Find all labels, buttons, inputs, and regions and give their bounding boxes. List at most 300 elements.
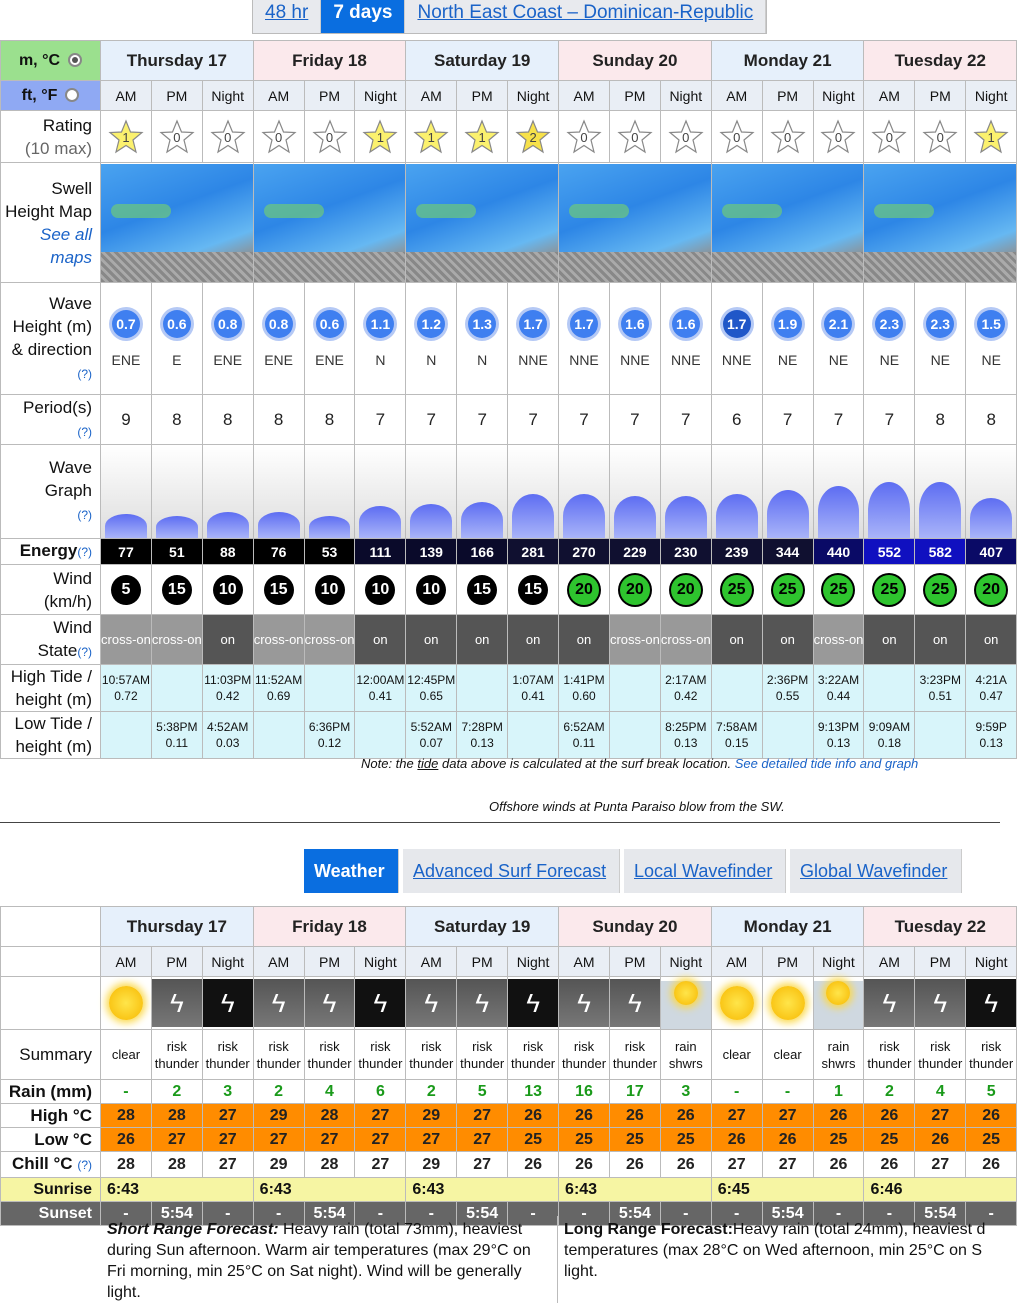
lightning-icon: ϟ — [526, 988, 540, 1018]
high-value: 29 — [253, 1104, 304, 1128]
energy-value: 139 — [406, 539, 457, 565]
lightning-icon: ϟ — [169, 988, 184, 1018]
period-header: Night — [508, 81, 559, 111]
low-title: Low °C — [34, 1130, 92, 1149]
period-value: 8 — [202, 395, 253, 445]
help-link[interactable]: (?) — [77, 1158, 92, 1172]
wave-cell — [864, 283, 915, 395]
wind-arrow-icon: 15 — [264, 575, 294, 605]
swell-map-image[interactable] — [406, 164, 558, 282]
period-header: AM — [711, 81, 762, 111]
unit-metric-label: m, °C — [18, 51, 61, 69]
lightning-icon: ϟ — [424, 988, 439, 1018]
wave-cell — [915, 283, 966, 395]
swell-map-cell[interactable] — [559, 163, 712, 283]
star-icon — [312, 119, 348, 155]
swell-map-image[interactable] — [712, 164, 864, 282]
wave-graph-cell — [864, 445, 915, 539]
wave-direction: NNE — [569, 351, 599, 368]
weather-icon-cell — [762, 977, 813, 1030]
rain-value: 2 — [253, 1080, 304, 1104]
star-icon — [362, 119, 398, 155]
wave-direction: N — [477, 351, 488, 368]
tab-48hr[interactable]: 48 hr — [253, 0, 321, 33]
wind-cell — [915, 565, 966, 615]
tab-global-wavefinder[interactable]: Global Wavefinder — [790, 849, 962, 893]
tab-7days[interactable]: 7 days — [321, 0, 405, 33]
summary-value: risk thunder — [559, 1030, 610, 1080]
low-value: 27 — [253, 1128, 304, 1152]
rating-cell — [966, 111, 1017, 163]
wave-direction: NNE — [671, 351, 701, 368]
divider — [0, 822, 1000, 823]
period-value: 7 — [406, 395, 457, 445]
wave-graph-cell — [508, 445, 559, 539]
unit-imperial[interactable] — [1, 81, 101, 111]
wave-shape — [818, 486, 860, 538]
unit-metric-radio[interactable] — [68, 53, 82, 67]
sunrise-value: 6:43 — [559, 1178, 712, 1202]
high-tide-time: 10:57AM — [101, 673, 150, 687]
wave-height-title: Wave Height (m) & direction — [11, 293, 92, 359]
high-tide-time: 1:07AM — [512, 673, 554, 687]
day-header: Saturday 19 — [406, 41, 559, 81]
rating-value: 0 — [834, 129, 843, 145]
low-tide-cell — [559, 712, 610, 759]
period-header: AM — [406, 947, 457, 977]
sunrise-title: Sunrise — [33, 1181, 92, 1198]
thunder-icon — [966, 979, 1016, 1027]
wind-state-label — [1, 615, 101, 665]
wind-arrow-icon: 15 — [162, 575, 192, 605]
period-header: Night — [660, 81, 711, 111]
wave-graph-bar — [305, 446, 355, 538]
low-tide-cell — [101, 712, 152, 759]
wind-arrow-icon: 25 — [925, 575, 955, 605]
rating-cell — [609, 111, 660, 163]
wind-cell — [559, 565, 610, 615]
period-header: AM — [253, 947, 304, 977]
high-tide-cell — [304, 665, 355, 712]
sunrise-value: 6:43 — [253, 1178, 406, 1202]
chill-value: 26 — [508, 1152, 559, 1178]
rain-value: 1 — [813, 1080, 864, 1104]
swell-map-cell[interactable] — [864, 163, 1017, 283]
high-value: 26 — [508, 1104, 559, 1128]
period-value: 7 — [813, 395, 864, 445]
rating-cell — [711, 111, 762, 163]
low-value: 25 — [559, 1128, 610, 1152]
weather-icon-cell — [915, 977, 966, 1030]
wave-direction-arrow-icon: 1.9 — [774, 310, 802, 338]
wave-direction: N — [426, 351, 437, 368]
rain-value: 4 — [304, 1080, 355, 1104]
unit-imperial-radio[interactable] — [65, 88, 79, 102]
rating-value: 1 — [122, 129, 130, 145]
unit-metric[interactable] — [1, 41, 101, 81]
sunset-value: 5:54 — [762, 1202, 813, 1226]
high-tide-cell — [915, 665, 966, 712]
summary-value: risk thunder — [253, 1030, 304, 1080]
rating-cell — [406, 111, 457, 163]
wind-arrow-icon: 15 — [467, 575, 497, 605]
summary-value: risk thunder — [304, 1030, 355, 1080]
period-value: 7 — [457, 395, 508, 445]
wave-direction: N — [375, 351, 386, 368]
swell-map-cell[interactable] — [101, 163, 254, 283]
summary-value: risk thunder — [609, 1030, 660, 1080]
wave-direction-arrow-icon: 2.3 — [875, 310, 903, 338]
help-link[interactable]: (?) — [77, 644, 92, 659]
chill-value: 26 — [660, 1152, 711, 1178]
high-tide-cell — [202, 665, 253, 712]
rain-value: 3 — [660, 1080, 711, 1104]
low-tide-height: 0.13 — [470, 736, 494, 750]
wave-cell — [151, 283, 202, 395]
sun-icon — [109, 986, 143, 1020]
wave-graph-bar — [101, 446, 151, 538]
rating-cell — [101, 111, 152, 163]
tab-weather[interactable]: Weather — [304, 849, 399, 893]
day-header: Friday 18 — [253, 41, 406, 81]
wave-direction-arrow-icon: 1.7 — [519, 310, 547, 338]
wave-graph-cell — [151, 445, 202, 539]
tab-advanced-surf[interactable]: Advanced Surf Forecast — [403, 849, 620, 893]
help-link[interactable]: (?) — [77, 424, 92, 439]
star-icon — [617, 119, 653, 155]
weather-icon-cell — [406, 977, 457, 1030]
star-icon — [464, 119, 500, 155]
low-tide-cell — [660, 712, 711, 759]
star-icon — [719, 119, 755, 155]
tide-note — [361, 756, 918, 771]
high-tide-cell — [457, 665, 508, 712]
rating-value: 0 — [733, 129, 741, 145]
star-icon — [108, 119, 144, 155]
wind-arrow-icon: 20 — [569, 575, 599, 605]
wave-graph-cell — [813, 445, 864, 539]
wind-cell — [660, 565, 711, 615]
weather-icon-cell — [304, 977, 355, 1030]
rating-cell — [355, 111, 406, 163]
weather-icon-cell — [253, 977, 304, 1030]
unit-imperial-label: ft, °F — [21, 86, 58, 104]
wind-state-value: on — [202, 615, 253, 665]
sunset-value: - — [813, 1202, 864, 1226]
low-tide-cell — [915, 712, 966, 759]
wind-state-value: cross-on — [101, 615, 152, 665]
see-all-maps-link[interactable]: See all maps — [40, 224, 92, 267]
swell-map-image[interactable] — [864, 164, 1016, 282]
wave-graph-cell — [355, 445, 406, 539]
energy-value: 270 — [559, 539, 610, 565]
wind-cell — [864, 565, 915, 615]
wave-shape — [512, 494, 554, 538]
swell-map-image[interactable] — [101, 164, 253, 282]
low-value: 25 — [966, 1128, 1017, 1152]
lightning-icon: ϟ — [882, 988, 897, 1018]
wave-shape — [207, 512, 249, 538]
wind-arrow-icon: 10 — [315, 575, 345, 605]
weather-icon-cell — [508, 977, 559, 1030]
period-header: AM — [711, 947, 762, 977]
swell-map-cell[interactable] — [253, 163, 406, 283]
low-tide-cell — [711, 712, 762, 759]
high-value: 27 — [202, 1104, 253, 1128]
rating-cell — [762, 111, 813, 163]
summary-value: risk thunder — [202, 1030, 253, 1080]
high-tide-cell — [406, 665, 457, 712]
wave-graph-bar — [610, 446, 660, 538]
wave-graph-bar — [152, 446, 202, 538]
sunset-value: - — [101, 1202, 152, 1226]
high-tide-cell — [253, 665, 304, 712]
wave-cell — [762, 283, 813, 395]
wave-shape — [614, 496, 656, 538]
period-value: 7 — [508, 395, 559, 445]
rain-value: 2 — [864, 1080, 915, 1104]
rain-showers-icon — [661, 981, 711, 1029]
wave-direction: NE — [777, 351, 798, 368]
swell-map-image[interactable] — [559, 164, 711, 282]
wind-state-value: on — [915, 615, 966, 665]
wave-graph-bar — [355, 446, 405, 538]
wave-graph-cell — [457, 445, 508, 539]
chill-value: 26 — [609, 1152, 660, 1178]
period-header: AM — [559, 947, 610, 977]
wave-graph-cell — [202, 445, 253, 539]
wind-cell — [711, 565, 762, 615]
sunrise-value: 6:46 — [864, 1178, 1017, 1202]
high-value: 27 — [355, 1104, 406, 1128]
wind-arrow-icon: 10 — [365, 575, 395, 605]
chill-value: 26 — [966, 1152, 1017, 1178]
wave-graph-bar — [763, 446, 813, 538]
low-tide-cell — [508, 712, 559, 759]
low-tide-time: 6:52AM — [563, 720, 605, 734]
low-value: 25 — [864, 1128, 915, 1152]
long-range-title: Long Range Forecast: — [564, 1221, 733, 1238]
energy-value: 166 — [457, 539, 508, 565]
help-link[interactable]: (?) — [77, 366, 92, 381]
lightning-icon: ϟ — [628, 988, 642, 1018]
wave-direction-arrow-icon: 0.7 — [112, 310, 140, 338]
wind-state-value: on — [559, 615, 610, 665]
star-icon — [770, 119, 806, 155]
day-header: Saturday 19 — [406, 907, 559, 947]
low-tide-time: 9:09AM — [868, 720, 911, 734]
chill-value: 27 — [711, 1152, 762, 1178]
wind-state-value: cross-on — [253, 615, 304, 665]
wave-height-label — [1, 283, 101, 395]
blank-cell — [1, 947, 101, 977]
day-header: Thursday 17 — [101, 907, 254, 947]
low-tide-height: 0.12 — [317, 736, 342, 750]
rating-label — [1, 111, 101, 163]
low-value: 26 — [762, 1128, 813, 1152]
detailed-tide-link[interactable]: See detailed tide info and graph — [734, 756, 919, 771]
high-value: 28 — [304, 1104, 355, 1128]
wave-direction-arrow-icon: 1.5 — [977, 310, 1005, 338]
weather-icon-cell — [966, 977, 1017, 1030]
day-header: Tuesday 22 — [864, 41, 1017, 81]
energy-value: 77 — [101, 539, 152, 565]
help-link[interactable]: (?) — [77, 545, 92, 559]
weather-icon-cell — [864, 977, 915, 1030]
short-range-title: Short Range Forecast: — [107, 1221, 279, 1238]
summary-value: clear — [762, 1030, 813, 1080]
energy-value: 111 — [355, 539, 406, 565]
help-link[interactable]: (?) — [77, 508, 92, 522]
sunset-value: 5:54 — [151, 1202, 202, 1226]
high-value: 26 — [559, 1104, 610, 1128]
day-header: Sunday 20 — [559, 41, 712, 81]
low-tide-cell — [355, 712, 406, 759]
wave-graph-title: Wave Graph — [44, 458, 92, 500]
star-icon — [668, 119, 704, 155]
high-tide-cell — [559, 665, 610, 712]
lightning-icon: ϟ — [322, 988, 337, 1018]
wave-graph-bar — [864, 446, 914, 538]
sunset-value: - — [406, 1202, 457, 1226]
wave-direction-arrow-icon: 1.7 — [570, 310, 598, 338]
high-tide-cell — [609, 665, 660, 712]
weather-icon-cell — [609, 977, 660, 1030]
period-value: 6 — [711, 395, 762, 445]
tab-local-wavefinder[interactable]: Local Wavefinder — [624, 849, 786, 893]
day-header: Tuesday 22 — [864, 907, 1017, 947]
day-header: Monday 21 — [711, 41, 864, 81]
rating-cell — [864, 111, 915, 163]
high-value: 27 — [711, 1104, 762, 1128]
thunder-icon — [915, 979, 965, 1027]
rain-value: 3 — [202, 1080, 253, 1104]
period-value: 7 — [762, 395, 813, 445]
wave-graph-cell — [101, 445, 152, 539]
summary-value: rain shwrs — [813, 1030, 864, 1080]
period-header: PM — [151, 81, 202, 111]
period-header: Night — [966, 81, 1017, 111]
high-tide-cell — [355, 665, 406, 712]
energy-value: 239 — [711, 539, 762, 565]
swell-map-title: Swell Height Map — [5, 178, 92, 221]
wave-graph-bar — [814, 446, 864, 538]
chill-value: 28 — [304, 1152, 355, 1178]
high-tide-cell — [151, 665, 202, 712]
high-tide-cell — [101, 665, 152, 712]
rain-value: 17 — [609, 1080, 660, 1104]
summary-value: rain shwrs — [660, 1030, 711, 1080]
high-tide-height: 0.47 — [979, 689, 1003, 703]
sunset-value: - — [660, 1202, 711, 1226]
energy-value: 344 — [762, 539, 813, 565]
period-header: AM — [253, 81, 304, 111]
wind-cell — [355, 565, 406, 615]
chill-value: 26 — [813, 1152, 864, 1178]
wave-graph-bar — [712, 446, 762, 538]
high-value: 26 — [813, 1104, 864, 1128]
wind-cell — [202, 565, 253, 615]
high-value: 26 — [966, 1104, 1017, 1128]
wave-direction: NE — [930, 351, 951, 368]
tide-link[interactable]: tide — [417, 756, 439, 771]
period-header: PM — [151, 947, 202, 977]
energy-value: 88 — [202, 539, 253, 565]
sunrise-label — [1, 1178, 101, 1202]
location-link[interactable]: North East Coast – Dominican-Republic — [405, 0, 766, 33]
tide-note-text-2: data above is calculated at the surf break location. — [441, 756, 732, 771]
high-tide-height: 0.55 — [775, 689, 800, 703]
moon-icon — [826, 981, 850, 1005]
offshore-note: Offshore winds at Punta Paraiso blow from the SW. — [489, 799, 785, 814]
summary-value: risk thunder — [864, 1030, 915, 1080]
swell-map-cell[interactable] — [711, 163, 864, 283]
sunset-value: 5:54 — [609, 1202, 660, 1226]
day-header: Friday 18 — [253, 907, 406, 947]
wind-state-title: Wind State — [37, 617, 92, 660]
swell-map-cell[interactable] — [406, 163, 559, 283]
high-tide-time: 2:36PM — [766, 673, 809, 687]
wave-graph-cell — [609, 445, 660, 539]
period-value: 7 — [559, 395, 610, 445]
chill-value: 27 — [762, 1152, 813, 1178]
high-tide-time: 3:22AM — [817, 673, 860, 687]
star-icon — [820, 119, 856, 155]
low-tide-time: 6:36PM — [308, 720, 351, 734]
chill-label — [1, 1152, 101, 1178]
rain-value: 6 — [355, 1080, 406, 1104]
wave-cell — [508, 283, 559, 395]
lightning-icon: ϟ — [271, 988, 286, 1018]
period-header: PM — [457, 81, 508, 111]
period-header: AM — [559, 81, 610, 111]
thunder-icon — [305, 979, 355, 1027]
short-range-text: Heavy rain (total 73mm), heaviest during Sun afternoon. Warm air temperatures (max 29°C on Fri morning, min 25°C on Sat night). Wind will be generally light. — [107, 1221, 531, 1301]
low-tide-label: Low Tide / height (m) — [1, 712, 101, 759]
sunset-value: 5:54 — [304, 1202, 355, 1226]
wave-graph-bar — [915, 446, 965, 538]
period-value: 7 — [355, 395, 406, 445]
rain-value: - — [711, 1080, 762, 1104]
rating-value: 2 — [529, 129, 537, 145]
wind-state-value: on — [508, 615, 559, 665]
high-label — [1, 1104, 101, 1128]
summary-value: risk thunder — [508, 1030, 559, 1080]
low-tide-time: 9:59P — [975, 720, 1007, 734]
star-icon — [973, 119, 1009, 155]
rating-value: 0 — [173, 129, 181, 145]
high-tide-height: 0.44 — [826, 689, 851, 703]
wave-graph-cell — [660, 445, 711, 539]
wave-graph-bar — [457, 446, 507, 538]
wind-state-value: cross-on — [660, 615, 711, 665]
swell-map-image[interactable] — [254, 164, 406, 282]
period-header: Night — [355, 81, 406, 111]
wave-shape — [563, 494, 605, 538]
period-header: PM — [304, 81, 355, 111]
chill-value: 28 — [151, 1152, 202, 1178]
wave-direction: NNE — [721, 351, 752, 368]
low-tide-time: 4:52AM — [207, 720, 249, 734]
high-tide-time: 12:45PM — [407, 673, 456, 687]
period-header: AM — [864, 947, 915, 977]
low-value: 27 — [304, 1128, 355, 1152]
thunder-icon — [254, 979, 304, 1027]
high-title: High °C — [30, 1106, 92, 1125]
high-tide-height: 0.60 — [572, 689, 596, 703]
wave-direction: NE — [828, 351, 849, 368]
wave-graph-bar — [254, 446, 304, 538]
